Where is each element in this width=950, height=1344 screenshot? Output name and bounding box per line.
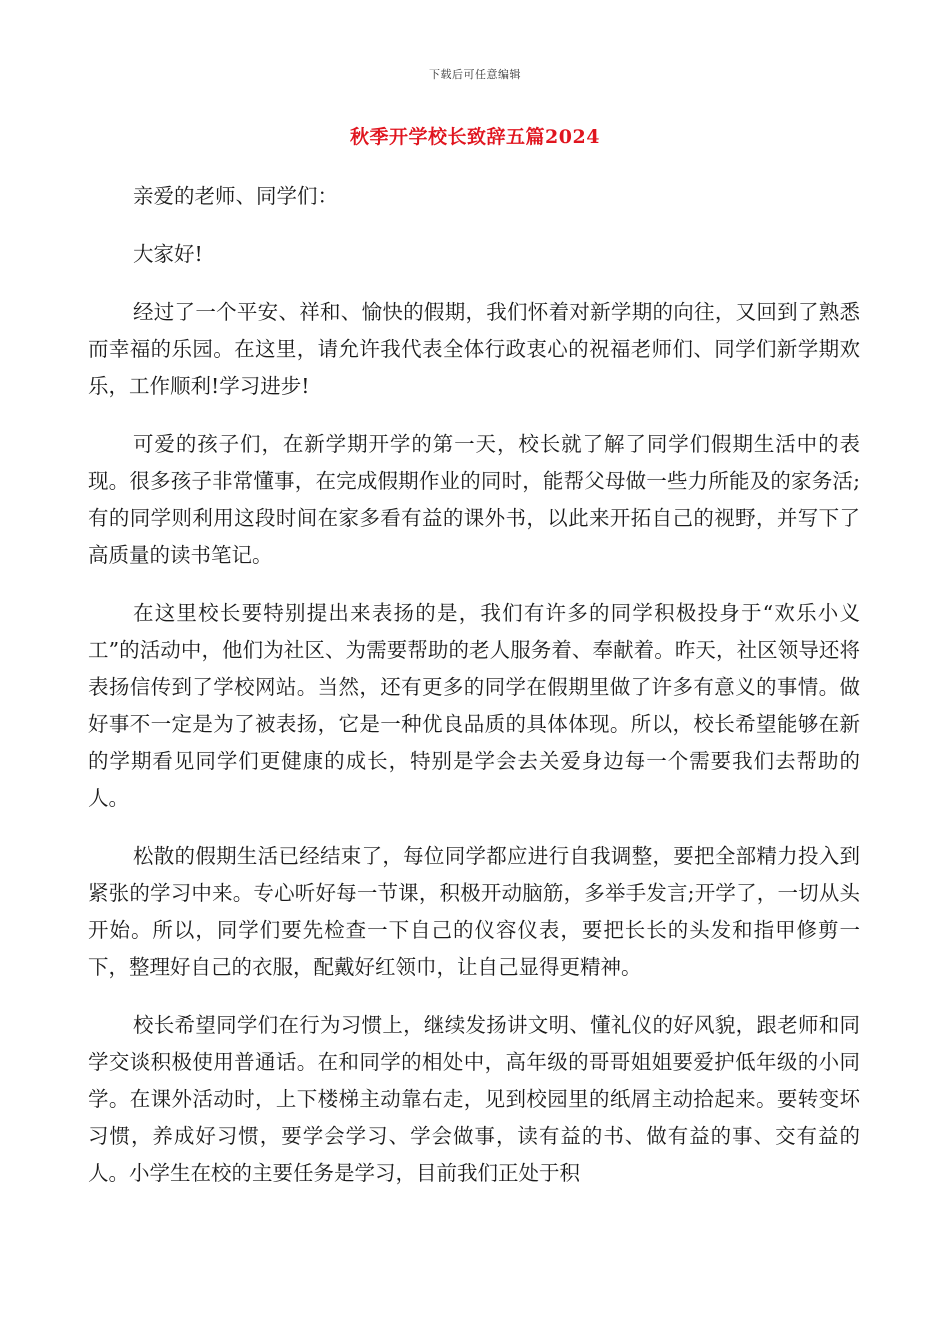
body-paragraph: 可爱的孩子们，在新学期开学的第一天，校长就了解了同学们假期生活中的表现。很多孩子非常懂事，在完成假期作业的同时，能帮父母做一些力所能及的家务活;有的同学则利用这段时间在家多看有益的课外书，以此来开拓自己的视野，并写下了高质量的读书笔记。 — [88, 432, 860, 567]
body-paragraph: 校长希望同学们在行为习惯上，继续发扬讲文明、懂礼仪的好风貌，跟老师和同学交谈积极使用普通话。在和同学的相处中，高年级的哥哥姐姐要爱护低年级的小同学。在课外活动时，上下楼梯主动靠右走，见到校园里的纸屑主动拾起来。要转变坏习惯，养成好习惯，要学会学习、学会做事，读有益的书、做有益的事、交有益的人。小学生在校的主要任务是学习，目前我们正处于积 — [88, 1013, 860, 1185]
body-paragraph: 松散的假期生活已经结束了，每位同学都应进行自我调整，要把全部精力投入到紧张的学习中来。专心听好每一节课，积极开动脑筋，多举手发言;开学了，一切从头开始。所以，同学们要先检查一下自己的仪容仪表，要把长长的头发和指甲修剪一下，整理好自己的衣服，配戴好红领巾，让自己显得更精神。 — [88, 844, 860, 979]
salutation: 亲爱的老师、同学们： — [133, 184, 338, 208]
document-body — [88, 178, 860, 1213]
document-title: 秋季开学校长致辞五篇2024 — [350, 126, 600, 148]
greeting: 大家好! — [133, 242, 203, 266]
body-paragraph: 在这里校长要特别提出来表扬的是，我们有许多的同学积极投身于“欢乐小义工”的活动中，他们为社区、为需要帮助的老人服务着、奉献着。昨天，社区领导还将表扬信传到了学校网站。当然，还有更多的同学在假期里做了许多有意义的事情。做好事不一定是为了被表扬，它是一种优良品质的具体体现。所以，校长希望能够在新的学期看见同学们更健康的成长，特别是学会去关爱身边每一个需要我们去帮助的人。 — [88, 601, 860, 810]
body-paragraph: 经过了一个平安、祥和、愉快的假期，我们怀着对新学期的向往，又回到了熟悉而幸福的乐园。在这里，请允许我代表全体行政衷心的祝福老师们、同学们新学期欢乐，工作顺利!学习进步! — [88, 300, 860, 398]
header-note: 下载后可任意编辑 — [429, 68, 521, 81]
